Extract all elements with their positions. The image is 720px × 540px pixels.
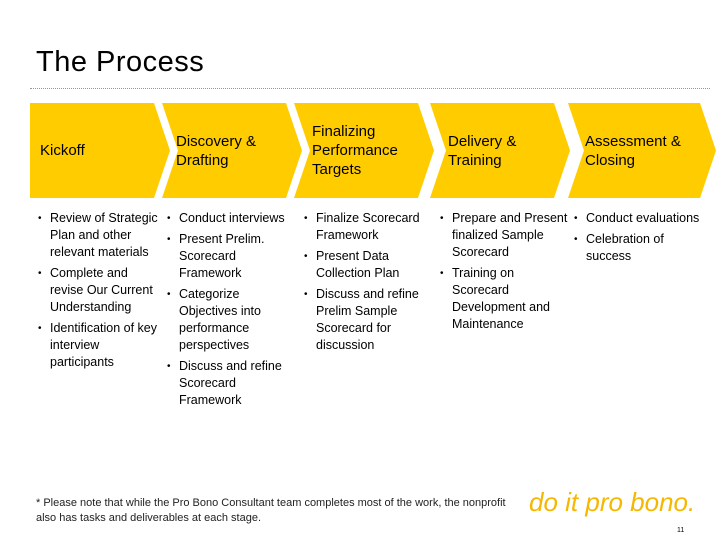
step-details-discovery [167, 210, 289, 413]
step-label-kickoff: Kickoff [40, 142, 85, 159]
list-item: • Complete and revise Our Current Understanding [38, 265, 160, 316]
step-chevron-assessment [568, 103, 716, 198]
slide-title: The Process [36, 46, 205, 78]
list-item: • Identification of key interview participants [38, 320, 160, 371]
step-chevron-finalizing [294, 103, 434, 198]
list-item: • Finalize Scorecard Framework [304, 210, 424, 244]
step-label-finalizing: Finalizing Performance Targets [312, 123, 398, 178]
step-details-kickoff [38, 210, 160, 375]
list-item: • Discuss and refine Prelim Sample Scorecard for discussion [304, 286, 424, 354]
list-item: • Present Data Collection Plan [304, 248, 424, 282]
step-details-finalizing [304, 210, 424, 358]
list-item: • Training on Scorecard Development and Maintenance [440, 265, 568, 333]
step-label-discovery: Discovery & Drafting [176, 132, 257, 169]
list-item: • Celebration of success [574, 231, 700, 265]
step-chevron-kickoff [30, 103, 170, 198]
list-item: • Conduct interviews [167, 210, 289, 227]
title-divider [30, 88, 710, 89]
list-item: • Categorize Objectives into performance perspectives [167, 286, 289, 354]
list-item: • Conduct evaluations [574, 210, 700, 227]
footnote: * Please note that while the Pro Bono Consultant team completes most of the work, the nonprofit also has tasks and deliverables at each stage. [36, 497, 506, 524]
list-item: • Prepare and Present finalized Sample Scorecard [440, 210, 568, 261]
step-chevron-discovery [162, 103, 302, 198]
list-item: • Discuss and refine Scorecard Framework [167, 358, 289, 409]
step-label-assessment: Assessment & Closing [585, 132, 681, 169]
page-number: 11 [677, 527, 685, 534]
tagline-logo: do it pro bono. [529, 487, 696, 517]
step-details-delivery [440, 210, 568, 337]
list-item: • Present Prelim. Scorecard Framework [167, 231, 289, 282]
step-label-delivery: Delivery & Training [448, 132, 517, 169]
step-chevron-delivery [430, 103, 570, 198]
step-details-assessment [574, 210, 700, 269]
list-item: • Review of Strategic Plan and other relevant materials [38, 210, 160, 261]
